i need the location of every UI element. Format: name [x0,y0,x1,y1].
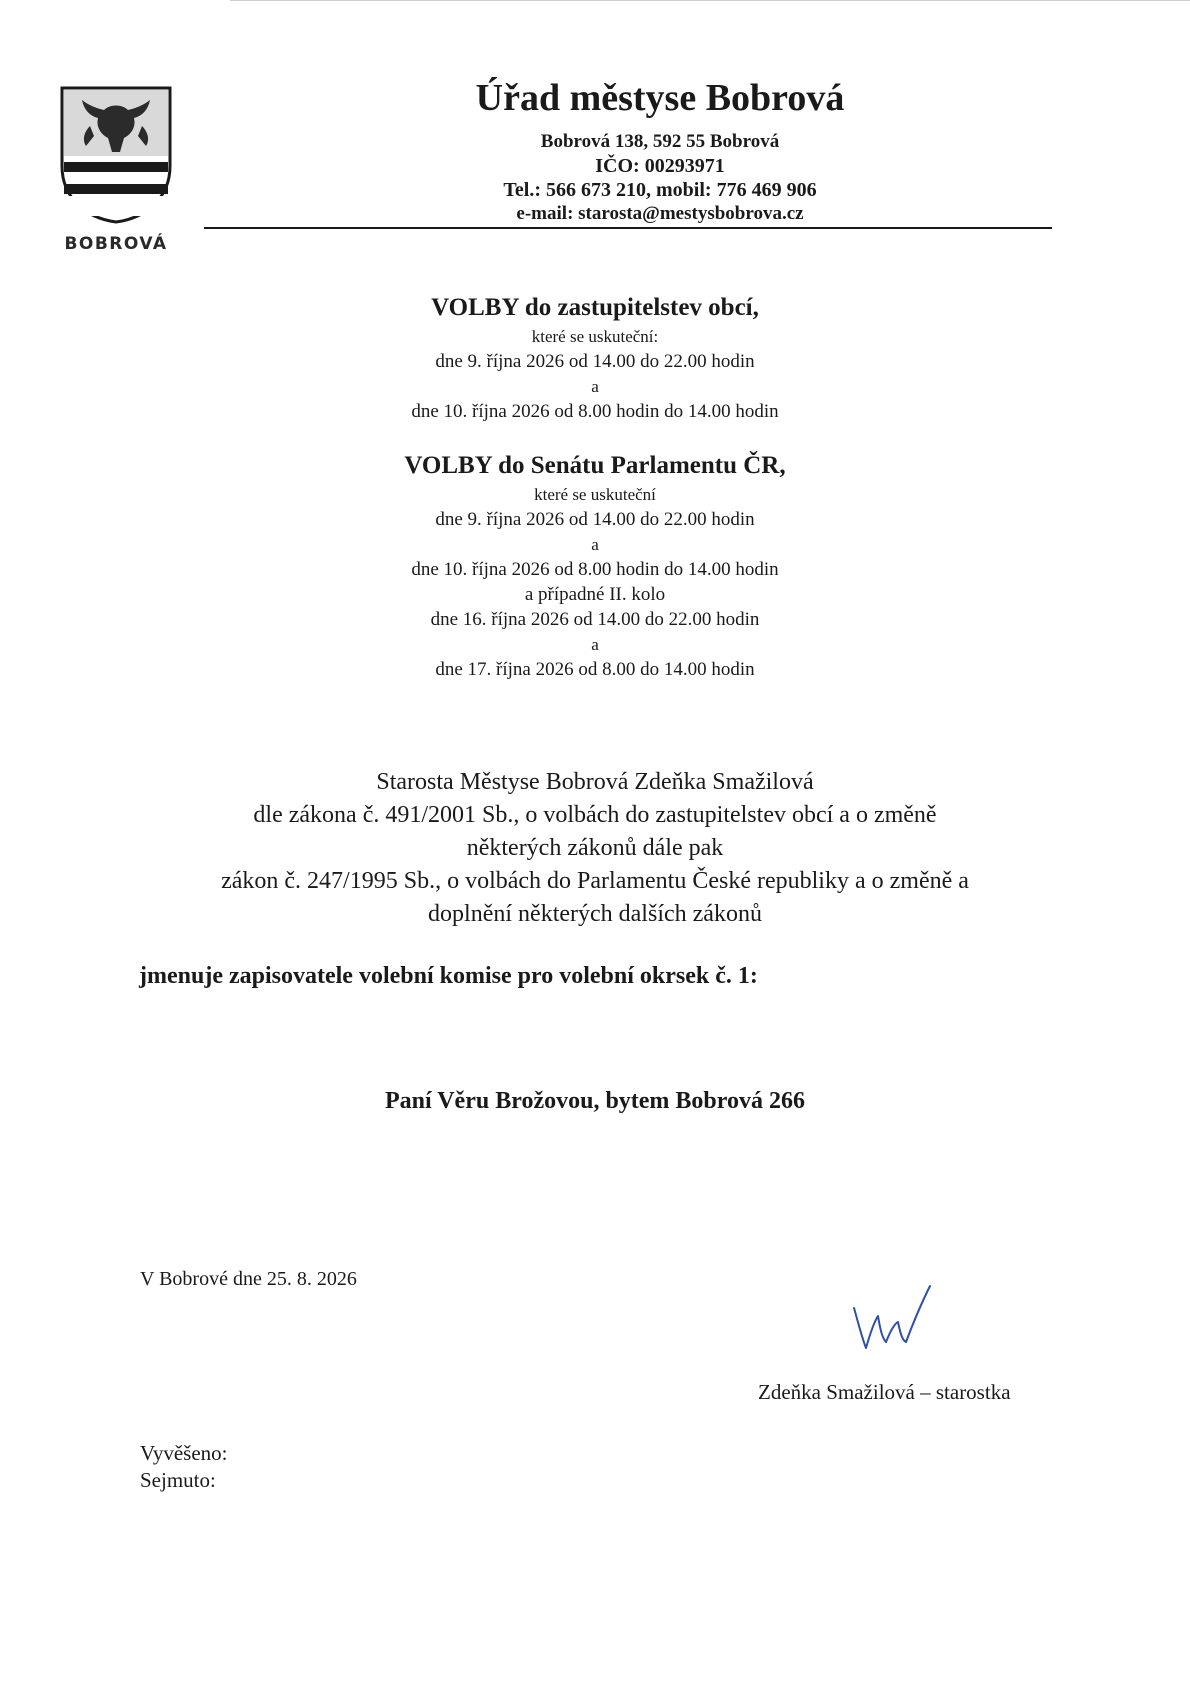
decree-paragraph [130,766,1060,931]
scan-edge-line [230,0,1190,1]
header-divider [204,227,1052,229]
election-line: a [591,377,599,396]
municipal-election-block [310,292,880,424]
office-address: Bobrová 138, 592 55 Bobrová [540,131,780,152]
appointee-name: Paní Věru Brožovou, bytem Bobrová 266 [384,1088,805,1114]
office-phone: Tel.: 566 673 210, mobil: 776 469 906 [503,179,817,201]
decree-line: Starosta Městyse Bobrová Zdeňka Smažilová [376,769,814,795]
election-line: dne 10. října 2026 od 8.00 hodin do 14.00 hodin [411,401,779,422]
election-line: které se uskuteční [534,485,656,504]
decree-line: doplnění některých dalších zákonů [428,901,762,927]
senate-election-block [310,450,880,682]
senate-election-title: VOLBY do Senátu Parlamentu ČR, [404,452,786,479]
decree-line: dle zákona č. 491/2001 Sb., o volbách do zastupitelstev obcí a o změně [253,802,937,828]
office-title: Úřad městyse Bobrová [475,77,845,119]
election-line: které se uskuteční: [531,327,659,346]
posting-record [140,1440,228,1494]
election-line: dne 9. října 2026 od 14.00 do 22.00 hodin [435,351,755,372]
coat-of-arms-caption: BOBROVÁ [64,234,168,254]
appointment-statement: jmenuje zapisovatele volební komise pro volební okrsek č. 1: [139,963,758,989]
office-ico: IČO: 00293971 [595,155,725,177]
removed-label: Sejmuto: [140,1468,216,1492]
municipal-election-title: VOLBY do zastupitelstev obcí, [431,294,759,321]
office-email: e-mail: starosta@mestysbobrova.cz [516,203,804,224]
decree-line: některých zákonů dále pak [466,835,724,861]
election-line: dne 10. října 2026 od 8.00 hodin do 14.00 hodin [411,559,779,580]
election-line: a [591,635,599,654]
election-line: dne 17. října 2026 od 8.00 do 14.00 hodin [435,659,755,680]
election-line: dne 9. října 2026 od 14.00 do 22.00 hodin [435,509,755,530]
coat-of-arms-icon [60,86,172,224]
signer-name: Zdeňka Smažilová – starostka [758,1380,1011,1404]
letterhead [400,76,920,226]
coat-of-arms [60,86,172,254]
election-line: a [591,535,599,554]
decree-line: zákon č. 247/1995 Sb., o volbách do Parlamentu České republiky a o změně a [221,868,969,894]
election-line: dne 16. října 2026 od 14.00 do 22.00 hodin [430,609,760,630]
handwritten-signature [850,1282,936,1362]
posted-label: Vyvěšeno: [140,1441,228,1465]
election-line: a případné II. kolo [524,584,666,605]
place-and-date: V Bobrové dne 25. 8. 2026 [140,1268,357,1290]
